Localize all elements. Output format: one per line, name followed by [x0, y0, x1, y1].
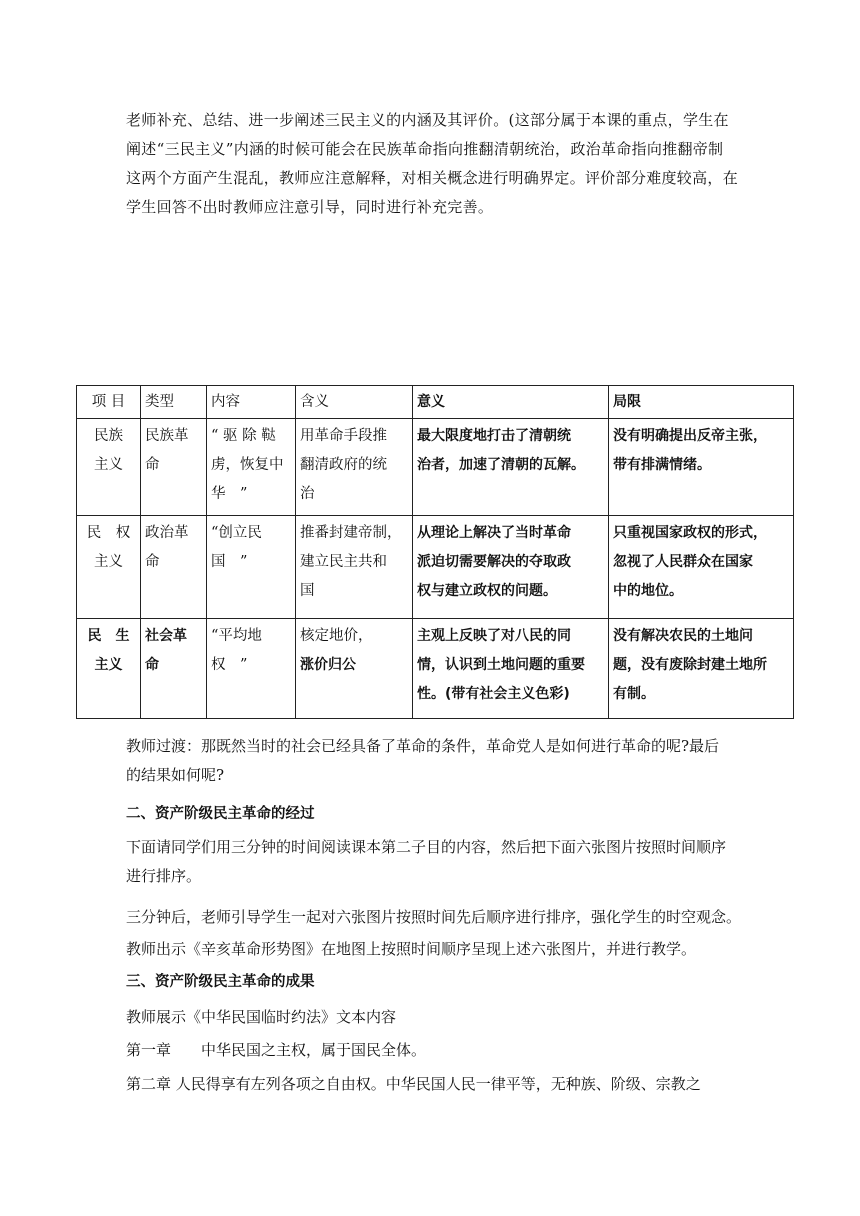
section-heading-2: 二、资产阶级民主革命的经过: [126, 806, 315, 822]
header-type: 类型: [141, 386, 207, 419]
significance-cell: 主观上反映了对八民的同 情，认识到土地问题的重要 性。(带有社会主义色彩): [413, 619, 609, 719]
table-header-row: [77, 386, 794, 419]
limit-cell: 只重视国家政权的形式， 忽视了人民群众在国家 中的地位。: [609, 516, 794, 619]
header-limit: 局限: [609, 386, 794, 419]
intro-line: 阐述“三民主义”内涵的时候可能会在民族革命指向推翻清朝统治，政治革命指向推翻帝制: [126, 140, 724, 158]
section-heading-3: 三、资产阶级民主革命的成果: [126, 974, 315, 990]
limit-cell: 没有明确提出反帝主张， 带有排满情绪。: [609, 419, 794, 516]
sort-paragraph: 三分钟后，老师引导学生一起对六张图片按照时间先后顺序进行排序，强化学生的时空观念。: [126, 908, 742, 926]
intro-line: 这两个方面产生混乱，教师应注意解释，对相关概念进行明确界定。评价部分难度较高，在: [126, 169, 739, 187]
type-cell: 政治革 命: [141, 516, 207, 619]
reading-paragraph: 下面请同学们用三分钟的时间阅读课本第二子目的内容，然后把下面六张图片按照时间顺序 进行排序。: [126, 838, 727, 885]
intro-paragraph: [126, 106, 739, 222]
three-principles-table: [76, 385, 794, 719]
header-item: 项 目: [77, 386, 141, 419]
table-row: [77, 419, 794, 516]
intro-line: 老师补充、总结、进一步阐述三民主义的内涵及其评价。(这部分属于本课的重点，学生在: [126, 111, 729, 129]
meaning-cell: 用革命手段推 翻清政府的统 治: [296, 419, 413, 516]
type-cell: 社会革 命: [141, 619, 207, 719]
meaning-cell: 核定地价， 涨价归公: [296, 619, 413, 719]
content-cell: “ 驱 除 鞑 虏，恢复中 华 ”: [207, 419, 296, 516]
header-content: 内容: [207, 386, 296, 419]
chapter-2: 第二章 人民得享有左列各项之自由权。中华民国人民一律平等，无种族、阶级、宗教之: [126, 1075, 701, 1093]
chapter-1: 第一章 中华民国之主权，属于国民全体。: [126, 1041, 427, 1059]
table-row: [77, 619, 794, 719]
limit-cell: 没有解决农民的土地问 题，没有废除封建土地所 有制。: [609, 619, 794, 719]
type-cell: 民族革 命: [141, 419, 207, 516]
content-cell: “平均地 权 ”: [207, 619, 296, 719]
header-significance: 意义: [413, 386, 609, 419]
item-cell: 民 生 主义: [77, 619, 141, 719]
transition-paragraph: 教师过渡：那既然当时的社会已经具备了革命的条件，革命党人是如何进行革命的呢?最后 的结果如何呢?: [126, 737, 720, 784]
item-cell: 民 权 主义: [77, 516, 141, 619]
item-cell: 民族 主义: [77, 419, 141, 516]
meaning-cell: 推番封建帝制， 建立民主共和 国: [296, 516, 413, 619]
map-paragraph: 教师出示《辛亥革命形势图》在地图上按照时间顺序呈现上述六张图片，并进行教学。: [126, 940, 697, 958]
significance-cell: 从理论上解决了当时革命 派迫切需要解决的夺取政 权与建立政权的问题。: [413, 516, 609, 619]
significance-cell: 最大限度地打击了清朝统 治者，加速了清朝的瓦解。: [413, 419, 609, 516]
show-paragraph: 教师展示《中华民国临时约法》文本内容: [126, 1008, 397, 1026]
intro-line: 学生回答不出时教师应注意引导，同时进行补充完善。: [126, 198, 494, 216]
header-meaning: 含义: [296, 386, 413, 419]
table-row: [77, 516, 794, 619]
content-cell: “创立民 国 ”: [207, 516, 296, 619]
